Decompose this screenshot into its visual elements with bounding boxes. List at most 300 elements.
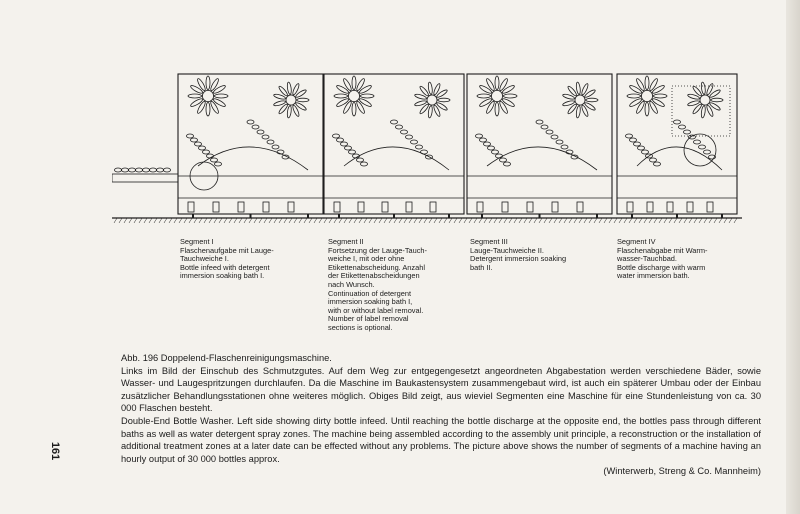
segment-4-bottle-chain xyxy=(684,130,691,134)
floor-hatch xyxy=(729,218,732,223)
floor-hatch xyxy=(439,218,442,223)
segment-4-wheel-a-bottle xyxy=(645,76,649,90)
floor-hatch xyxy=(579,218,582,223)
infeed-bottle xyxy=(136,168,143,172)
segment-4-bottle-chain xyxy=(654,162,661,166)
floor-hatch xyxy=(629,218,632,223)
floor-hatch xyxy=(594,218,597,223)
segment-1-bottle-chain xyxy=(215,162,222,166)
floor-hatch xyxy=(124,218,127,223)
segment-2-wheel-a-bottle xyxy=(342,78,352,92)
segment-2-wheel-a-bottle xyxy=(342,101,352,115)
floor-hatch xyxy=(134,218,137,223)
segment-4-wheel-b-bottle xyxy=(701,82,706,95)
segment-3-bottle-chain xyxy=(504,162,511,166)
segment-4-wheel-b-bottle xyxy=(706,83,714,96)
segment-2-wheel-a-bottle xyxy=(352,102,356,116)
segment-1-bottle-chain xyxy=(187,134,194,138)
floor-hatch xyxy=(149,218,152,223)
segment-1-pump xyxy=(213,202,219,212)
segment-1-wheel-a-bottle xyxy=(214,94,228,98)
segment-3-bottle-chain xyxy=(546,130,553,134)
segment-1-wheel-b-bottle xyxy=(297,98,309,102)
floor-hatch xyxy=(389,218,392,223)
floor-hatch xyxy=(114,218,117,223)
segment-3-wheel-a-bottle xyxy=(495,76,499,90)
floor-hatch xyxy=(549,218,552,223)
floor-hatch xyxy=(604,218,607,223)
page-number: 161 xyxy=(49,441,62,461)
segment-3-pump xyxy=(552,202,558,212)
floor-hatch xyxy=(544,218,547,223)
segment-4-bottle-chain xyxy=(638,146,645,150)
segment-2-chain-path xyxy=(344,147,449,170)
segment-3-pump xyxy=(477,202,483,212)
segment-1-wheel-b-hub xyxy=(286,95,296,105)
segment-1-wheel-a-bottle xyxy=(209,78,219,92)
segment-1-wheel-a-bottle xyxy=(213,97,227,107)
floor-hatch xyxy=(554,218,557,223)
segment-2-wheel-b-hub xyxy=(427,95,437,105)
segment-3-bottle-chain xyxy=(484,142,491,146)
segment-2-wheel-a-hub xyxy=(348,90,359,101)
floor-hatch xyxy=(599,218,602,223)
segment-3-pump xyxy=(577,202,583,212)
segment-4-bottle-chain xyxy=(650,158,657,162)
floor-hatch xyxy=(229,218,232,223)
floor-hatch xyxy=(589,218,592,223)
english-description: Double-End Bottle Washer. Left side showing dirty bottle infeed. Until reaching the bottle discharge at the opposite end, the bottles pass through different baths as well as water detergent spray zones. The machine being assembled according to the assembly unit principle, a reconstruction or the installation of additional treatment zones at a later date can be effected without any problems. The picture above shows the number of segments of a machine having an hourly output of 30 000 bottles approx. xyxy=(121,415,761,464)
floor-hatch xyxy=(709,218,712,223)
floor-hatch xyxy=(324,218,327,223)
segment-2-pump xyxy=(334,202,340,212)
segment-2-wheel-a-bottle xyxy=(334,94,348,98)
figure-title: Abb. 196 Doppelend-Flaschenreinigungsmaschine. xyxy=(121,353,332,363)
segment-3-wheel-b-hub xyxy=(575,95,585,105)
floor-hatch xyxy=(419,218,422,223)
segment-4-bottle-chain xyxy=(704,150,711,154)
bottle-washer-segment-drawings xyxy=(112,66,752,228)
floor-hatch xyxy=(224,218,227,223)
floor-hatch xyxy=(504,218,507,223)
floor-hatch xyxy=(624,218,627,223)
segment-4-bottle-chain xyxy=(642,150,649,154)
floor-hatch xyxy=(234,218,237,223)
floor-hatch xyxy=(409,218,412,223)
floor-hatch xyxy=(484,218,487,223)
floor-hatch xyxy=(524,218,527,223)
segment-4-pump xyxy=(627,202,633,212)
segment-3-wheel-b-bottle xyxy=(581,83,589,96)
segment-2-bottle-chain xyxy=(357,158,364,162)
floor-hatch xyxy=(359,218,362,223)
segment-2-caption: Segment II Fortsetzung der Lauge-Tauch- weiche I, mit oder ohne Etikettenabscheidung. Anzahl der Etikettenabscheidungen nach Wunsch. Continuation of detergent immersion soaking bath I, with or without label removal. Number of label removal sections is optional. xyxy=(328,237,428,332)
segment-4-pump xyxy=(687,202,693,212)
floor-hatch xyxy=(489,218,492,223)
floor-hatch xyxy=(619,218,622,223)
segment-1-wheel-b-bottle xyxy=(295,89,307,99)
segment-1-bottle-chain xyxy=(252,125,259,129)
floor-hatch xyxy=(614,218,617,223)
segment-1-wheel-a-bottle xyxy=(213,84,227,94)
floor-hatch xyxy=(319,218,322,223)
discharge-drum xyxy=(684,134,716,166)
floor-hatch xyxy=(129,218,132,223)
segment-1-bottle-chain xyxy=(207,154,214,158)
floor-hatch xyxy=(244,218,247,223)
segment-1-bottle-chain xyxy=(267,140,274,144)
segment-4-bottle-chain xyxy=(674,120,681,124)
segment-4-wheel-b-bottle xyxy=(706,105,714,118)
segment-3-wheel-b-bottle xyxy=(581,105,589,118)
floor-hatch xyxy=(434,218,437,223)
segment-4-wheel-a-bottle xyxy=(652,97,666,107)
segment-3-bottle-chain xyxy=(551,135,558,139)
infeed-bottle xyxy=(157,168,164,172)
floor-hatch xyxy=(304,218,307,223)
floor-hatch xyxy=(634,218,637,223)
segment-3-wheel-a-bottle xyxy=(498,78,508,92)
floor-hatch xyxy=(344,218,347,223)
segment-4-bottle-chain xyxy=(699,145,706,149)
floor-hatch xyxy=(684,218,687,223)
floor-hatch xyxy=(264,218,267,223)
segment-3-wheel-a-bottle xyxy=(477,94,491,98)
segment-1-bottle-chain xyxy=(211,158,218,162)
floor-hatch xyxy=(669,218,672,223)
segment-4-wheel-a-bottle xyxy=(648,101,658,115)
segment-2-wheel-b-bottle xyxy=(436,89,448,99)
floor-hatch xyxy=(384,218,387,223)
segment-3-bottle-chain xyxy=(476,134,483,138)
segment-2-bottle-chain xyxy=(361,162,368,166)
segment-4-wheel-a-bottle xyxy=(635,101,645,115)
floor-hatch xyxy=(289,218,292,223)
segment-3-frame xyxy=(467,74,612,214)
segment-2-wheel-b-bottle xyxy=(433,83,441,96)
segment-4-bottle-chain xyxy=(634,142,641,146)
segment-2-wheel-a-bottle xyxy=(355,78,365,92)
floor-hatch xyxy=(539,218,542,223)
floor-hatch xyxy=(404,218,407,223)
segment-4-wheel-b-bottle xyxy=(701,106,706,119)
floor-hatch xyxy=(459,218,462,223)
segment-1-bottle-chain xyxy=(203,150,210,154)
floor-hatch xyxy=(649,218,652,223)
segment-2-wheel-a-bottle xyxy=(352,76,356,90)
segment-3-bottle-chain xyxy=(496,154,503,158)
segment-4-frame xyxy=(617,74,737,214)
floor-hatch xyxy=(269,218,272,223)
floor-hatch xyxy=(394,218,397,223)
segment-2-bottle-chain xyxy=(406,135,413,139)
segment-3-pump xyxy=(502,202,508,212)
floor-hatch xyxy=(189,218,192,223)
segment-1-pump xyxy=(288,202,294,212)
segment-1-bottle-chain xyxy=(199,146,206,150)
segment-1-wheel-a-bottle xyxy=(190,97,204,107)
segment-3-wheel-b-bottle xyxy=(576,82,581,95)
floor-hatch xyxy=(509,218,512,223)
floor-hatch xyxy=(454,218,457,223)
floor-hatch xyxy=(679,218,682,223)
floor-hatch xyxy=(144,218,147,223)
figure-credit: (Winterwerb, Streng & Co. Mannheim) xyxy=(603,466,761,477)
segment-2-wheel-b-bottle xyxy=(428,82,433,95)
segment-4-wheel-a-hub xyxy=(641,90,652,101)
segment-1-frame xyxy=(178,74,323,214)
segment-3-caption: Segment III Lauge-Tauchweiche II. Detergent immersion soaking bath II. xyxy=(470,237,567,272)
segment-2-bottle-chain xyxy=(341,142,348,146)
floor-hatch xyxy=(559,218,562,223)
segment-2-wheel-b-bottle xyxy=(428,106,433,119)
segment-1-wheel-a-bottle xyxy=(190,84,204,94)
segment-3-wheel-a-bottle xyxy=(502,84,516,94)
segment-1-wheel-b-bottle xyxy=(287,82,292,95)
segment-2-wheel-a-bottle xyxy=(336,97,350,107)
segment-3-wheel-b-bottle xyxy=(586,98,598,102)
floor-hatch xyxy=(379,218,382,223)
figure-caption-block xyxy=(121,352,761,478)
segment-1-bottle-chain xyxy=(257,130,264,134)
floor-hatch xyxy=(254,218,257,223)
floor-hatch xyxy=(154,218,157,223)
floor-hatch xyxy=(664,218,667,223)
floor-hatch xyxy=(219,218,222,223)
segment-1-wheel-a-bottle xyxy=(196,101,206,115)
segment-1-bottle-chain xyxy=(247,120,254,124)
segment-4-wheel-b-bottle xyxy=(709,102,721,112)
floor-hatch xyxy=(259,218,262,223)
segment-3-bottle-chain xyxy=(536,120,543,124)
infeed-bottle xyxy=(129,168,136,172)
segment-3-wheel-a-bottle xyxy=(502,97,516,107)
floor-hatch xyxy=(204,218,207,223)
floor-hatch xyxy=(194,218,197,223)
infeed-conveyor xyxy=(112,174,178,182)
segment-2-pump xyxy=(358,202,364,212)
floor-hatch xyxy=(474,218,477,223)
floor-hatch xyxy=(214,218,217,223)
segment-3-wheel-a-hub xyxy=(491,90,502,101)
floor-hatch xyxy=(349,218,352,223)
floor-hatch xyxy=(139,218,142,223)
segment-1-bottle-chain xyxy=(191,138,198,142)
segment-2-bottle-chain xyxy=(401,130,408,134)
segment-1-wheel-a-bottle xyxy=(209,101,219,115)
segment-2-bottle-chain xyxy=(349,150,356,154)
segment-3-bottle-chain xyxy=(556,140,563,144)
segment-2-wheel-a-bottle xyxy=(360,94,374,98)
segment-4-wheel-a-bottle xyxy=(627,94,641,98)
floor-hatch xyxy=(429,218,432,223)
segment-1-wheel-a-hub xyxy=(202,90,213,101)
floor-hatch xyxy=(584,218,587,223)
segment-3-wheel-a-bottle xyxy=(479,84,493,94)
floor-hatch xyxy=(574,218,577,223)
segment-3-wheel-a-bottle xyxy=(503,94,517,98)
segment-4-wheel-a-bottle xyxy=(653,94,667,98)
segment-3-wheel-a-bottle xyxy=(479,97,493,107)
floor-hatch xyxy=(654,218,657,223)
segment-1-wheel-a-bottle xyxy=(206,102,210,116)
segment-4-wheel-a-bottle xyxy=(652,84,666,94)
segment-1-wheel-a-bottle xyxy=(196,78,206,92)
floor-hatch xyxy=(239,218,242,223)
segment-2-pump xyxy=(430,202,436,212)
segment-2-bottle-chain xyxy=(391,120,398,124)
segment-1-pump xyxy=(238,202,244,212)
segment-4-wheel-b-hub xyxy=(700,95,710,105)
floor-hatch xyxy=(694,218,697,223)
floor-hatch xyxy=(494,218,497,223)
segment-2-bottle-chain xyxy=(345,146,352,150)
floor-hatch xyxy=(449,218,452,223)
floor-hatch xyxy=(329,218,332,223)
segment-4-bottle-chain xyxy=(626,134,633,138)
infeed-bottle xyxy=(115,168,122,172)
segment-4-wheel-b-bottle xyxy=(709,89,721,99)
floor-hatch xyxy=(339,218,342,223)
segment-4-pump xyxy=(667,202,673,212)
floor-hatch xyxy=(309,218,312,223)
segment-4-wheel-b-bottle xyxy=(711,98,723,102)
infeed-bottle xyxy=(122,168,129,172)
segment-1-pump xyxy=(188,202,194,212)
segment-2-pump xyxy=(406,202,412,212)
floor-hatch xyxy=(534,218,537,223)
segment-1-wheel-b-bottle xyxy=(292,105,300,118)
floor-hatch xyxy=(374,218,377,223)
segment-4-bottle-chain xyxy=(694,140,701,144)
floor-hatch xyxy=(179,218,182,223)
floor-hatch xyxy=(249,218,252,223)
floor-hatch xyxy=(464,218,467,223)
floor-hatch xyxy=(184,218,187,223)
floor-hatch xyxy=(689,218,692,223)
floor-hatch xyxy=(159,218,162,223)
floor-hatch xyxy=(659,218,662,223)
floor-hatch xyxy=(519,218,522,223)
floor-hatch xyxy=(164,218,167,223)
segment-1-bottle-chain xyxy=(195,142,202,146)
segment-2-wheel-a-bottle xyxy=(355,101,365,115)
segment-4-wheel-a-bottle xyxy=(629,84,643,94)
segment-3-wheel-b-bottle xyxy=(584,89,596,99)
segment-3-bottle-chain xyxy=(561,145,568,149)
segment-4-pump xyxy=(647,202,653,212)
floor-hatch xyxy=(704,218,707,223)
floor-hatch xyxy=(569,218,572,223)
floor-hatch xyxy=(369,218,372,223)
segment-2-bottle-chain xyxy=(416,145,423,149)
segment-3-wheel-a-bottle xyxy=(485,78,495,92)
segment-2-bottle-chain xyxy=(411,140,418,144)
infeed-bottle xyxy=(150,168,157,172)
floor-hatch xyxy=(564,218,567,223)
segment-2-wheel-a-bottle xyxy=(359,84,373,94)
floor-hatch xyxy=(734,218,737,223)
floor-hatch xyxy=(644,218,647,223)
floor-hatch xyxy=(354,218,357,223)
segment-4-wheel-a-bottle xyxy=(648,78,658,92)
floor-hatch xyxy=(364,218,367,223)
floor-hatch xyxy=(169,218,172,223)
floor-hatch xyxy=(209,218,212,223)
floor-hatch xyxy=(299,218,302,223)
segment-2-wheel-a-bottle xyxy=(359,97,373,107)
floor-hatch xyxy=(499,218,502,223)
segment-3-bottle-chain xyxy=(541,125,548,129)
floor-hatch xyxy=(514,218,517,223)
segment-1-bottle-chain xyxy=(262,135,269,139)
floor-hatch xyxy=(724,218,727,223)
floor-hatch xyxy=(294,218,297,223)
floor-hatch xyxy=(199,218,202,223)
segment-1-wheel-b-bottle xyxy=(295,102,307,112)
segment-1-caption: Segment I Flaschenaufgabe mit Lauge- Tauchweiche I. Bottle infeed with detergent immersion soaking bath I. xyxy=(180,237,274,281)
segment-3-bottle-chain xyxy=(492,150,499,154)
segment-2-wheel-b-bottle xyxy=(433,105,441,118)
segment-1-bottle-chain xyxy=(272,145,279,149)
german-description: Links im Bild der Einschub des Schmutzgutes. Auf dem Weg zur entgegengesetzt angeordneten Abgabestation werden verschiedene Bäder, sowie Wasser- und Laugespritzungen durchlaufen. Da die Maschine im Baukastensystem zusammengebaut wird, ist auch ein späterer Umbau oder der Einbau zusätzlicher Behandlungsstationen ohne weiteres möglich. Obiges Bild zeigt, aus wieviel Segmenten eine Maschine für eine Stundenleistung von ca. 30 000 Flaschen besteht. xyxy=(121,365,761,414)
segment-2-bottle-chain xyxy=(396,125,403,129)
floor-hatch xyxy=(609,218,612,223)
floor-hatch xyxy=(479,218,482,223)
segment-4-wheel-a-bottle xyxy=(635,78,645,92)
segment-4-bottle-chain xyxy=(630,138,637,142)
segment-4-wheel-a-bottle xyxy=(645,102,649,116)
segment-2-wheel-a-bottle xyxy=(336,84,350,94)
floor-hatch xyxy=(284,218,287,223)
segment-1-pump xyxy=(263,202,269,212)
floor-hatch xyxy=(174,218,177,223)
segment-4-caption: Segment IV Flaschenabgabe mit Warm- wasser-Tauchbad. Bottle discharge with warm water immersion bath. xyxy=(617,237,708,281)
segment-3-wheel-a-bottle xyxy=(485,101,495,115)
floor-hatch xyxy=(314,218,317,223)
segment-1-wheel-a-bottle xyxy=(206,76,210,90)
floor-hatch xyxy=(639,218,642,223)
floor-hatch xyxy=(674,218,677,223)
segment-3-wheel-b-bottle xyxy=(576,106,581,119)
floor-hatch xyxy=(399,218,402,223)
segment-3-bottle-chain xyxy=(480,138,487,142)
floor-hatch xyxy=(444,218,447,223)
segment-1-wheel-b-bottle xyxy=(287,106,292,119)
segment-3-chain-path xyxy=(487,147,597,170)
segment-2-pump xyxy=(382,202,388,212)
floor-hatch xyxy=(119,218,122,223)
segment-3-bottle-chain xyxy=(488,146,495,150)
floor-hatch xyxy=(699,218,702,223)
floor-hatch xyxy=(469,218,472,223)
floor-hatch xyxy=(714,218,717,223)
segment-2-bottle-chain xyxy=(337,138,344,142)
segment-3-pump xyxy=(527,202,533,212)
floor-hatch xyxy=(279,218,282,223)
floor-hatch xyxy=(414,218,417,223)
floor-hatch xyxy=(529,218,532,223)
segment-4-pump xyxy=(707,202,713,212)
segment-1-wheel-a-bottle xyxy=(188,94,202,98)
infeed-bottle xyxy=(143,168,150,172)
segment-4-wheel-a-bottle xyxy=(629,97,643,107)
segment-3-wheel-b-bottle xyxy=(584,102,596,112)
segment-2-wheel-b-bottle xyxy=(438,98,450,102)
segment-2-bottle-chain xyxy=(333,134,340,138)
floor-hatch xyxy=(334,218,337,223)
segment-3-wheel-a-bottle xyxy=(495,102,499,116)
